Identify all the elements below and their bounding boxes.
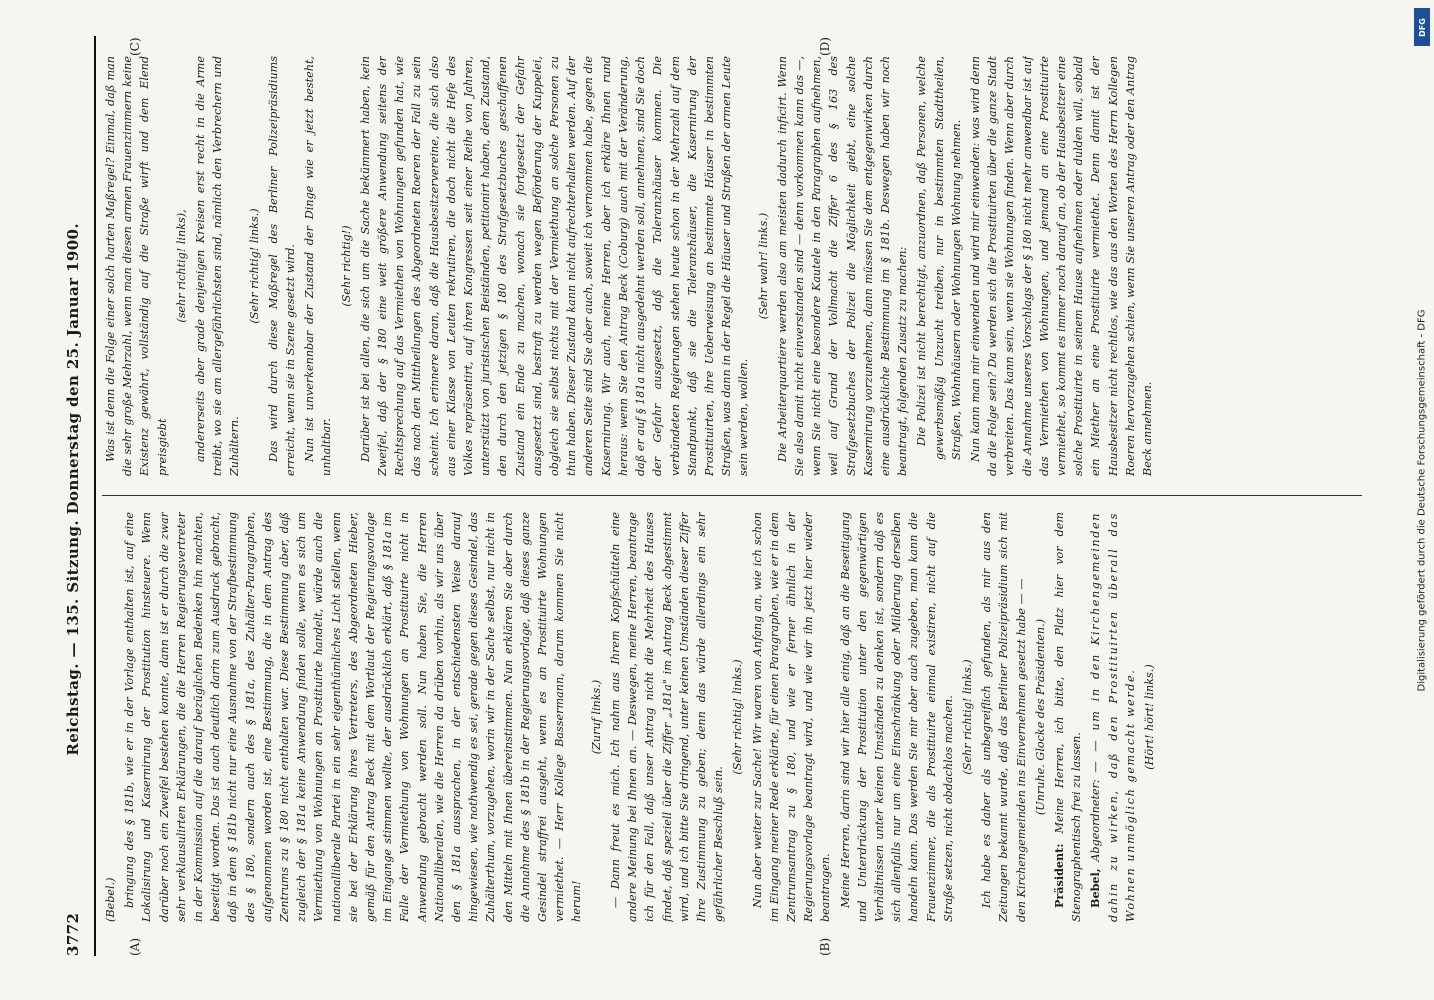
paragraph: — Dann freut es mich. Ich nahm aus Ihrem Kopfschütteln eine andere Meinung bei Ihnen an. — Deswegen, meine Herren, beantrage ich für den Fall, daß unser Antrag nicht die Mehrheit des Hauses findet, daß speziell über die Ziffer „181a" im Antrag Beck abgestimmt wird, und ich bitte Sie dringend, unter keinen Umständen dieser Ziffer Ihre Zustimmung zu geben; denn das würde allerdings ein sehr gefährlicher Beschluß sein. xyxy=(608,512,726,922)
interjection: (Sehr richtig!) xyxy=(339,225,353,307)
header-rule xyxy=(94,36,96,956)
interjection: (Sehr wahr! links.) xyxy=(756,212,770,320)
margin-mark-a: (A) xyxy=(128,937,142,956)
speaker-remark xyxy=(1087,512,1139,922)
paragraph: Die Arbeiterquartiere werden also am meisten dadurch inficirt. Wenn Sie also damit nicht einverstanden sind — denn vorkommen kann das —, wenn Sie nicht eine besondere Kautele in den Paragraphen aufnehmen, weil auf Grund der Vollmacht die Ziffer 6 des § 163 des Strafgesetzbuches der Polizei die Möglichkeit giebt, eine solche Kasernirung vorzunehmen, dann müssen Sie dem entgegenwirken durch eine ausdrückliche Bestimmung im § 181b. Deswegen haben wir noch beantragt, folgenden Zusatz zu machen: xyxy=(775,56,910,476)
page-header xyxy=(58,36,88,956)
president-label: Präsident: xyxy=(1051,843,1066,908)
paragraph: Meine Herren, darin sind wir hier alle einig, daß an die Beseitigung und Unterdrückung der Prostitution unter den gegenwärtigen Verhältnissen unter keinen Umständen zu denken ist, sondern daß es sich allenfalls nur um eine Einschränkung oder Milderung derselben handeln kann. Das werden Sie mir aber auch zugeben, man kann die Frauenzimmer, die als Prostituirte einmal existiren, nicht auf die Straße setzen, nicht obdachlos machen. xyxy=(838,512,955,922)
president-text: Meine Herren, ich bitte, den Platz hier vor dem Stenographentisch frei zu lassen. xyxy=(1052,512,1084,922)
page-content xyxy=(58,36,1378,956)
page-title: Reichstag. — 135. Sitzung. Donnerstag den 25. Januar 1900. xyxy=(64,222,82,756)
speaker-continuation: (Bebel.) xyxy=(104,877,117,922)
paragraph: Das wird durch diese Maßregel des Berliner Polizeipräsidiums erreicht, wenn sie in Szene gesetzt wird. xyxy=(266,56,298,476)
page-number: 3772 xyxy=(64,912,82,956)
interjection: (Sehr richtig! links.) xyxy=(960,659,974,775)
paragraph: Darüber ist bei allen, die sich um die Sache bekümmert haben, kein Zweifel, daß der § 180 eine weit größere Anwendung seitens der Rechtsprechung auf das Vermiethen von Wohnungen gefunden hat, wie das nach den Mittheilungen des Abgeordneten Roeren der Fall zu sein scheint. Ich erinnere daran, daß die Hausbesitzervereine, die sich also aus einer Klasse von Leuten rekrutiren, die doch nicht die Hefe des Volkes repräsentirt, auf ihren Kongressen seit einer Reihe von Jahren, unterstützt von juristischen Beiständen, petitionirt haben, dem Zustand, den durch den jetzigen § 180 des Strafgesetzbuches geschaffenen Zustand ein Ende zu machen, wonach sie fortgesetzt der Gefahr ausgesetzt sind, bestraft zu werden wegen Beförderung der Kuppelei, obgleich sie selbst nichts mit der Vermiethung an solche Personen zu thun haben. Dieser Zustand kann nicht aufrechterhalten werden. Auf der anderen Seite sind Sie aber auch, soweit ich vernommen habe, gegen die Kasernirung. Wir auch, meine Herren, aber ich erkläre Ihnen rund heraus: wenn Sie den Antrag Beck (Coburg) auch mit der Veränderung, daß er auf § 181a nicht ausgedehnt werden soll, annehmen, sind Sie doch der Gefahr ausgesetzt, daß die Toleranzhäuser kommen. Die verbündeten Regierungen stehen heute schon in der Mehrzahl auf dem Standpunkt, daß sie die Toleranzhäuser, die Kasernirung der Prostituirten, ihre Ueberweisung an bestimmte Häuser in bestimmten Straßen, was dann in der Regel die Häuser und Straßen der armen Leute sein werden, wollen. xyxy=(358,56,751,476)
digitization-credit-text: Digitalisierung gefördert durch die Deutsche Forschungsgemeinschaft - DFG xyxy=(1416,308,1428,692)
margin-mark-d: (D) xyxy=(818,37,832,56)
interjection: (Sehr richtig! links.) xyxy=(731,659,745,775)
interjection: (Hört! hört! links.) xyxy=(1142,664,1156,770)
paragraph: Ich habe es daher als unbegreiflich gefunden, als mir aus den Zeitungen bekannt wurde, daß das Berliner Polizeipräsidium sich mit den Kirchengemeinden ins Einvernehmen gesetzt habe — — xyxy=(980,512,1028,922)
speaker-text: — — um in den Kirchengemeinden dahin zu wirken, daß den Prostituirten überall das Wohnen unmöglich gemacht werde. xyxy=(1089,512,1137,922)
interjection: (sehr richtig! links), xyxy=(174,209,188,323)
paragraph: Nun kann man mir einwenden und wird mir einwenden: was wird denn da die Folge sein? Da werden sich die Prostituirten über die ganze Stadt verbreiten. Das kann sein, wenn sie Wohnungen finden. Wenn aber durch die Annahme unseres Vorschlags der § 180 nicht mehr anwendbar ist auf das Vermiethen von Wohnungen, und jemand an eine Prostituirte vermiethet, so kommt es immer noch darauf an, ob der Hausbesitzer eine solche Prostituirte in seinem Hause aufnehmen oder dulden will, sobald ein Miether an eine Prostituirte vermiethet. Denn damit ist der Hausbesitzer nicht rechtlos, wie das aus den Worten des Herrn Kollegen Roeren hervorzugehen schien, wenn Sie unseren Antrag oder den Antrag Beck annehmen. xyxy=(968,56,1154,476)
speaker-label: Bebel, xyxy=(1088,868,1103,908)
paragraph: andererseits aber grade denjenigen Kreisen erst recht in die Arme treibt, wo sie am allergefährlichsten sind, nämlich den Verbrechern und Zuhältern. xyxy=(194,56,242,476)
speaker-role: Abgeordneter: xyxy=(1089,779,1103,862)
margin-mark-b: (B) xyxy=(818,937,832,956)
left-column xyxy=(102,512,1362,922)
margin-mark-c: (C) xyxy=(128,37,142,56)
quoted-motion: Die Polizei ist nicht berechtigt, anzuordnen, daß Personen, welche gewerbsmäßig Unzucht treiben, nur in bestimmten Stadttheilen, Straßen, Wohnhäusern oder Wohnungen Wohnung nehmen. xyxy=(915,56,963,460)
dfg-logo-text: DFG xyxy=(1417,17,1427,37)
paragraph: Nun aber weiter zur Sache! Wir waren von Anfang an, wie ich schon im Eingang meiner Rede erklärte, für einen Paragraphen, wie er in dem Zentrumsantrag zu § 180, und wie er ferner ähnlich in der Regierungsvorlage beantragt wird, und wie wir ihn jetzt hier wieder beantragen. xyxy=(750,512,833,922)
interjection: (Sehr richtig! links.) xyxy=(247,208,261,324)
interjection: (Zuruf links.) xyxy=(589,679,603,755)
column-divider xyxy=(102,495,1362,496)
paragraph: Nun ist unverkennbar der Zustand der Dinge wie er jetzt besteht, unhaltbar. xyxy=(303,56,334,476)
paragraph: bringung des § 181b, wie er in der Vorlage enthalten ist, auf eine Lokalisirung und Kasernirung der Prostitution hinsteuere. Wenn darüber noch ein Zweifel bestehen konnte, dann ist er durch die zwar sehr verklausulirten Erklärungen, die die Herren Regierungsvertreter in der Kommission auf die darauf bezüglichen Bedenken hin machten, beseitigt worden. Das ist auch deutlich darin zum Ausdruck gebracht, daß in dem § 181b nicht nur eine Ausnahme von der Strafbestimmung des § 180, sondern auch des § 181a, des Zuhälter-Paragraphen, aufgenommen worden ist, eine Bestimmung, die in dem Antrag des Zentrums zu § 180 nicht enthalten war. Diese Bestimmung aber, daß zugleich der § 181a keine Anwendung finden solle, wenn es sich um Vermiethung von Wohnungen an Prostituirte handelt, würde auch die nationalliberale Partei in ein sehr eigenthümliches Licht stellen, wenn sie bei der Erklärung ihres Vertreters, des Abgeordneten Hieber, gemäß für den Antrag Beck mit dem Wortlaut der Regierungsvorlage im Eingange stimmen wollte, der ausdrücklich erklärt, daß § 181a im Falle der Vermiethung von Wohnungen an Prostituirte nicht in Anwendung gebracht werden soll. Nun haben Sie, die Herren Nationalliberalen, wie die Herren da drüben vorhin, als wir uns über den § 181a aussprachen, in der entschiedensten Weise darauf hingewiesen, wie nothwendig es sei, gerade gegen dieses Gesindel, das Zuhälterthum, vorzugehen, worin wir in der Sache selbst, nur nicht in den Mitteln mit Ihnen übereinstimmen. Nun erklären Sie aber durch die Annahme des § 181b in der Regierungsvorlage, daß dieses ganze Gesindel straffrei ausgeht, wenn es an Prostituirte Wohnungen vermiethet. — Herr Kollege Bassermann, darum kommen Sie nicht herum! xyxy=(123,512,584,922)
president-remark xyxy=(1051,512,1085,922)
paragraph: Was ist denn die Folge einer solch harten Maßregel? Einmal, daß man die sehr große Mehrzahl, wenn man diesen armen Frauenzimmern keine Existenz gewährt, vollständig auf die Straße wirft und dem Elend preisgiebt xyxy=(104,56,169,476)
interjection: (Unruhe. Glocke des Präsidenten.) xyxy=(1033,618,1047,816)
dfg-logo xyxy=(1414,8,1430,46)
right-column xyxy=(102,56,1362,476)
digitization-credit xyxy=(1410,0,1434,1000)
